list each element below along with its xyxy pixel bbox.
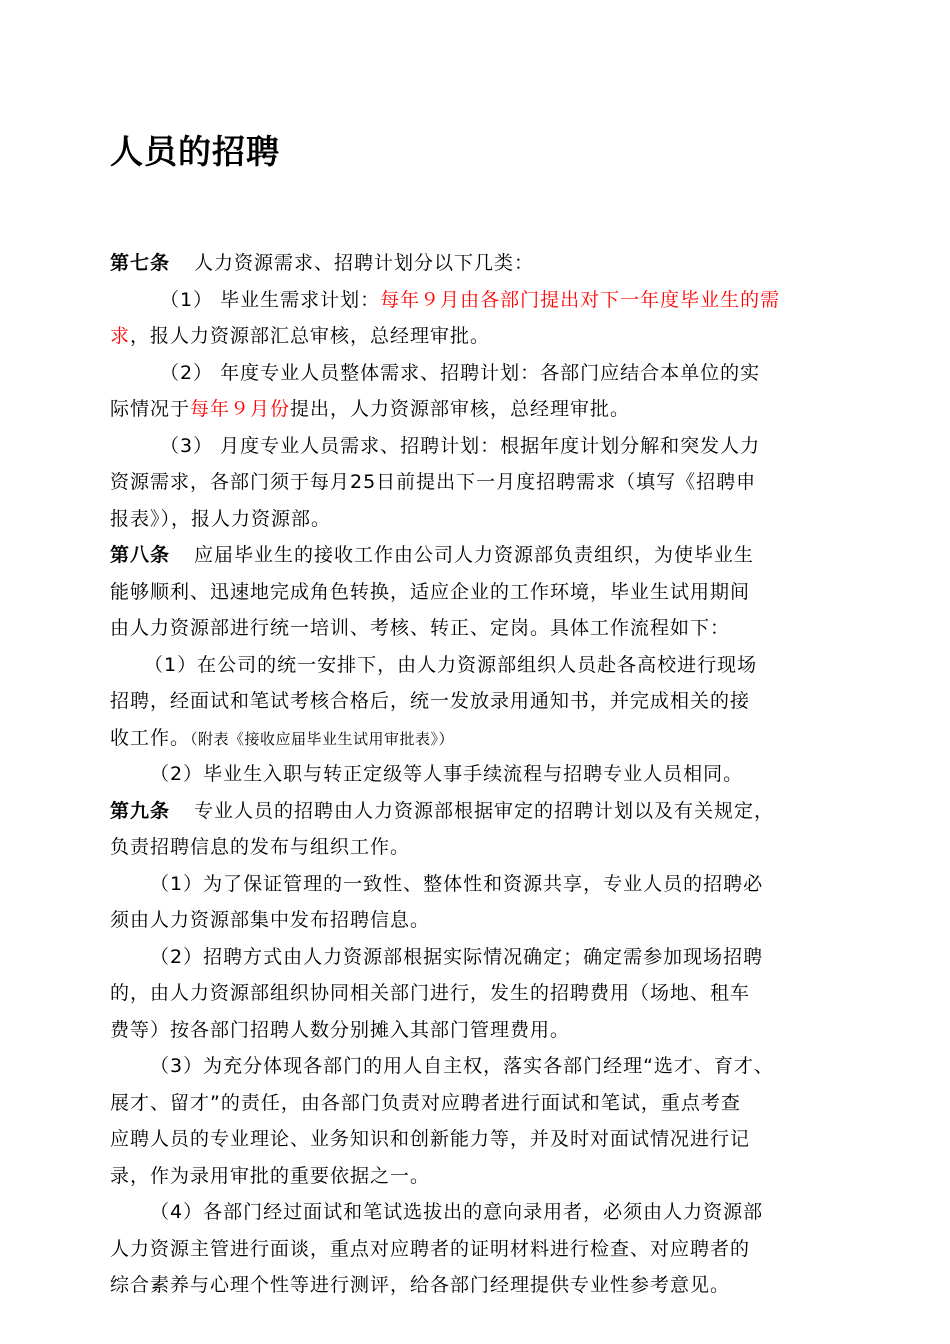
article-8-heading-line (110, 537, 850, 574)
article-9-heading-line (110, 793, 850, 830)
article-8-item-1-line-2: 招聘，经面试和笔试考核合格后，统一发放录用通知书，并完成相关的接 (110, 690, 751, 712)
article-9-line-2: 负责招聘信息的发布与组织工作。 (110, 836, 411, 858)
article-9-item-1-line-1: （1）为了保证管理的一致性、整体性和资源共享，专业人员的招聘必 (150, 872, 764, 895)
article-9-item-4-line-1: （4）各部门经过面试和笔试选拔出的意向录用者，必须由人力资源部 (150, 1201, 764, 1223)
article-9-text: 专业人员的招聘由人力资源部根据审定的招聘计划以及有关规定， (194, 799, 775, 822)
article-8-line-2: 能够顺利、迅速地完成角色转换，适应企业的工作环境，毕业生试用期间 (110, 580, 751, 603)
article-7-item-2-highlight: 每年９月份 (190, 398, 291, 420)
article-9-item-3-line-3: 应聘人员的专业理论、业务知识和创新能力等，并及时对面试情况进行记 (110, 1128, 751, 1150)
article-9-item-3-line-1: （3）为充分体现各部门的用人自主权，落实各部门经理“选才、育才、 (150, 1055, 774, 1077)
article-8-item-1-line-3 (110, 720, 850, 757)
article-9-item-2-line-1: （2）招聘方式由人力资源部根据实际情况确定；确定需参加现场招聘 (150, 945, 764, 968)
article-7-item-2-tail: 提出，人力资源部审核，总经理审批。 (290, 398, 631, 420)
article-7-item-3-line-2: 资源需求，各部门须于每月25日前提出下一月度招聘需求（填写《招聘申 (110, 471, 757, 493)
article-7-item-1-highlight-end: 求 (110, 325, 131, 347)
article-9-item-1-line-2: 须由人力资源部集中发布招聘信息。 (110, 909, 431, 931)
article-8-line-3: 由人力资源部进行统一培训、考核、转正、定岗。具体工作流程如下： (110, 617, 731, 639)
article-7-item-1-line-2 (110, 318, 850, 355)
article-9-item-4-line-3: 综合素养与心理个性等进行测评，给各部门经理提供专业性参考意见。 (110, 1274, 731, 1296)
article-8-attachment-note: （附表《接收应届毕业生试用审批表》） (190, 729, 455, 748)
article-7-item-2-lead: 际情况于 (110, 398, 191, 420)
article-7-item-1-lead: （1） 毕业生需求计划： (160, 288, 381, 311)
article-7-item-1-tail: ，报人力资源部汇总审核，总经理审批。 (130, 325, 491, 347)
article-9-label: 第九条 (110, 799, 171, 822)
article-8-item-1-tail: 收工作。 (110, 726, 191, 749)
article-9-item-4-line-2: 人力资源主管进行面谈，重点对应聘者的证明材料进行检查、对应聘者的 (110, 1237, 751, 1260)
article-7-item-1-highlight: 每年９月由各部门提出对下一年度毕业生的需 (380, 288, 781, 311)
article-7-item-3-line-3: 报表》），报人力资源部。 (110, 507, 332, 530)
article-9-item-3-line-2: 展才、留才”的责任，由各部门负责对应聘者进行面试和笔试，重点考查 (110, 1091, 741, 1114)
article-7-heading-line (110, 245, 850, 282)
article-7-label: 第七条 (110, 252, 171, 274)
article-7-item-2-line-1: （2） 年度专业人员整体需求、招聘计划：各部门应结合本单位的实 (160, 361, 761, 384)
article-9-item-2-line-2: 的，由人力资源部组织协同相关部门进行，发生的招聘费用（场地、租车 (110, 982, 751, 1004)
document-body (110, 245, 850, 1304)
article-8-item-1-line-1: （1）在公司的统一安排下，由人力资源部组织人员赴各高校进行现场 (144, 653, 758, 676)
article-7-item-2-line-2 (110, 391, 850, 428)
article-9-item-3-line-4: 录，作为录用审批的重要依据之一。 (110, 1164, 431, 1187)
article-7-item-1-line-1 (110, 282, 850, 319)
article-7-item-3-line-1: （3） 月度专业人员需求、招聘计划：根据年度计划分解和突发人力 (160, 434, 761, 457)
article-8-text: 应届毕业生的接收工作由公司人力资源部负责组织，为使毕业生 (194, 544, 755, 566)
page-title: 人员的招聘 (110, 132, 280, 171)
article-9-item-2-line-3: 费等）按各部门招聘人数分别摊入其部门管理费用。 (110, 1018, 571, 1041)
article-8-item-2: （2）毕业生入职与转正定级等人事手续流程与招聘专业人员相同。 (150, 763, 744, 785)
article-8-label: 第八条 (110, 544, 171, 566)
article-7-text: 人力资源需求、招聘计划分以下几类： (194, 252, 535, 274)
